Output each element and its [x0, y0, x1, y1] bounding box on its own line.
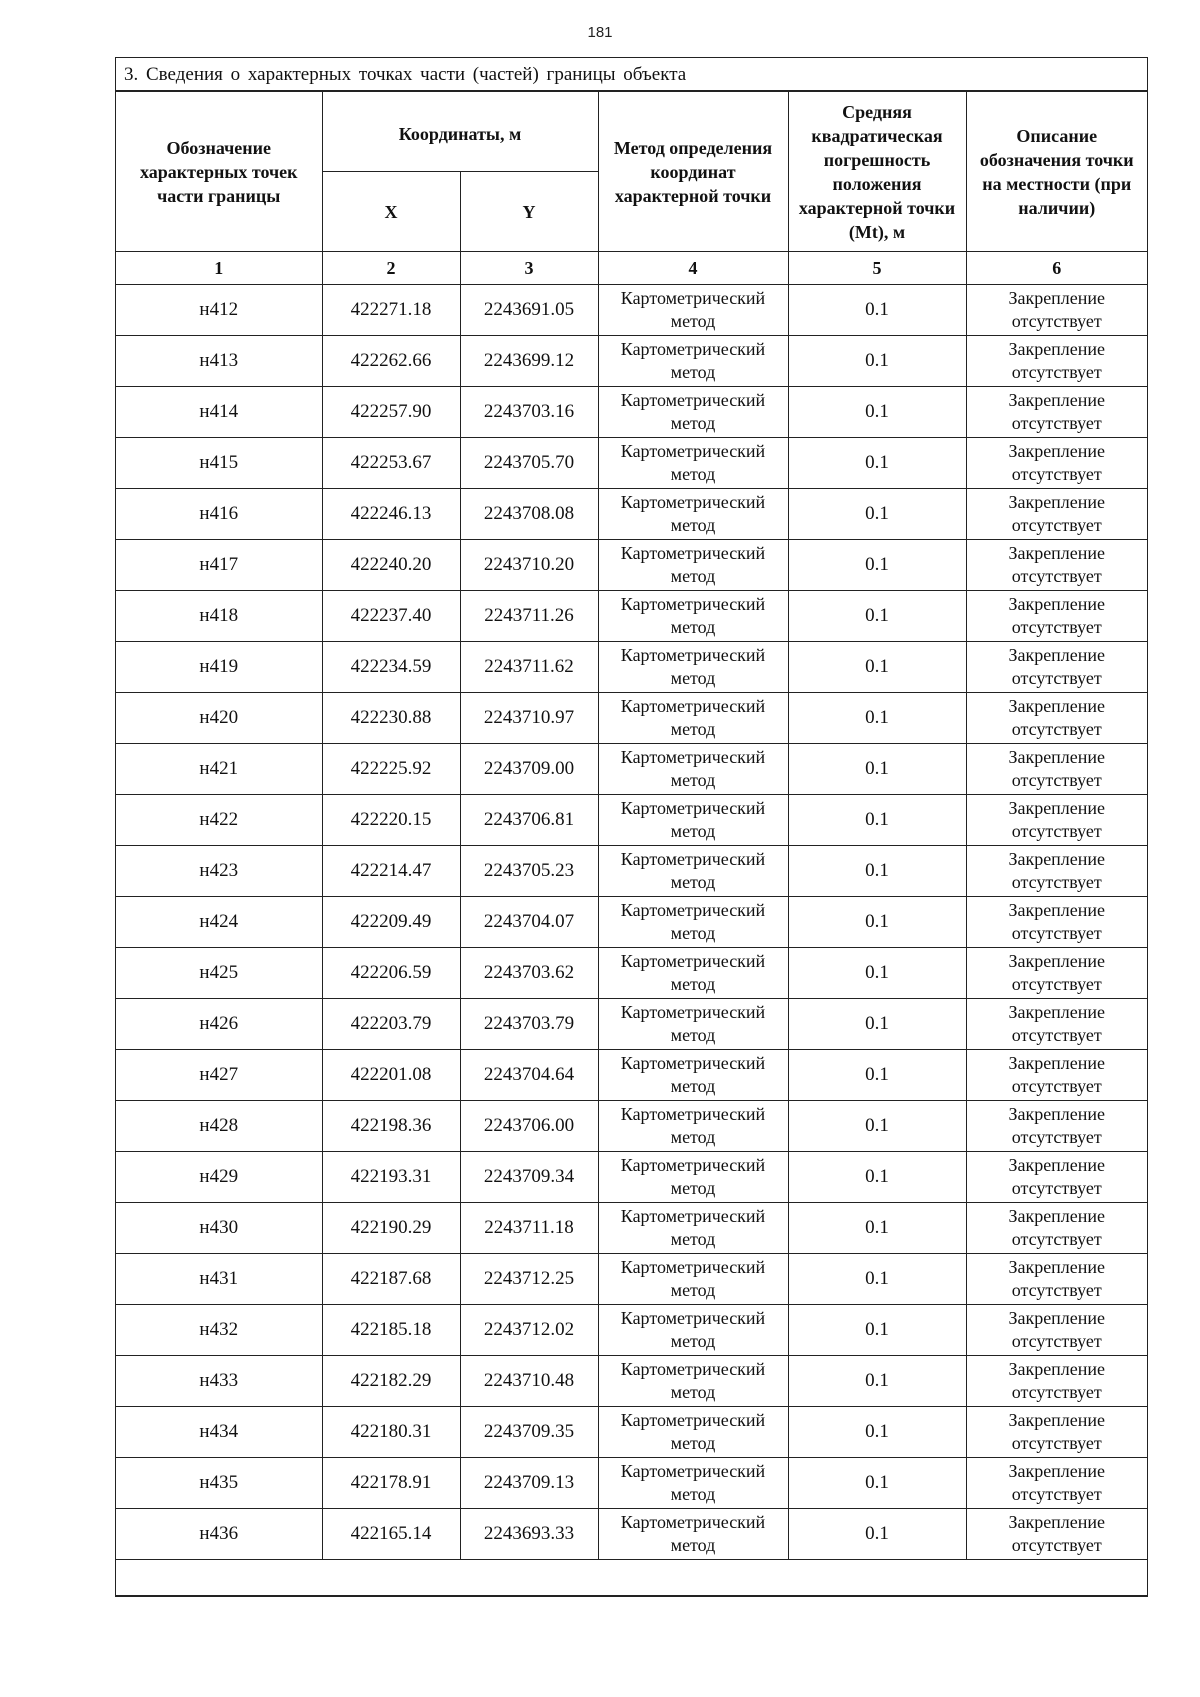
method-cell: Картометрический метод	[598, 744, 788, 795]
y-coordinate-cell: 2243703.16	[460, 387, 598, 438]
y-coordinate-cell: 2243693.33	[460, 1509, 598, 1560]
table-header-row	[116, 92, 1147, 172]
table-row	[116, 1407, 1147, 1458]
point-description-cell: Закрепление отсутствует	[966, 540, 1147, 591]
point-designation-cell: н418	[116, 591, 322, 642]
y-coordinate-cell: 2243703.79	[460, 999, 598, 1050]
point-description-cell: Закрепление отсутствует	[966, 642, 1147, 693]
point-designation-cell: н435	[116, 1458, 322, 1509]
y-coordinate-cell: 2243703.62	[460, 948, 598, 999]
mean-square-error-cell: 0.1	[788, 285, 966, 336]
x-coordinate-cell: 422198.36	[322, 1101, 460, 1152]
method-cell: Картометрический метод	[598, 1254, 788, 1305]
table-row	[116, 591, 1147, 642]
mean-square-error-cell: 0.1	[788, 1305, 966, 1356]
point-description-cell: Закрепление отсутствует	[966, 1509, 1147, 1560]
point-description-cell: Закрепление отсутствует	[966, 489, 1147, 540]
mean-square-error-cell: 0.1	[788, 846, 966, 897]
mean-square-error-cell: 0.1	[788, 387, 966, 438]
point-description-cell: Закрепление отсутствует	[966, 1203, 1147, 1254]
y-coordinate-cell: 2243704.64	[460, 1050, 598, 1101]
mean-square-error-cell: 0.1	[788, 1203, 966, 1254]
mean-square-error-cell: 0.1	[788, 1407, 966, 1458]
empty-row	[116, 1560, 1147, 1596]
point-description-cell: Закрепление отсутствует	[966, 285, 1147, 336]
y-coordinate-cell: 2243704.07	[460, 897, 598, 948]
column-number: 6	[966, 252, 1147, 285]
method-cell: Картометрический метод	[598, 1305, 788, 1356]
method-cell: Картометрический метод	[598, 1101, 788, 1152]
table-row	[116, 642, 1147, 693]
y-coordinate-cell: 2243706.00	[460, 1101, 598, 1152]
table-row	[116, 1152, 1147, 1203]
table-row	[116, 1101, 1147, 1152]
x-coordinate-cell: 422271.18	[322, 285, 460, 336]
table-row	[116, 1305, 1147, 1356]
point-designation-cell: н426	[116, 999, 322, 1050]
point-description-cell: Закрепление отсутствует	[966, 744, 1147, 795]
point-designation-cell: н433	[116, 1356, 322, 1407]
table-row	[116, 387, 1147, 438]
header-mean-square-error: Средняя квадратическая погрешность положения характерной точки (Mt), м	[788, 92, 966, 252]
point-description-cell: Закрепление отсутствует	[966, 438, 1147, 489]
point-description-cell: Закрепление отсутствует	[966, 1407, 1147, 1458]
method-cell: Картометрический метод	[598, 1356, 788, 1407]
x-coordinate-cell: 422182.29	[322, 1356, 460, 1407]
point-description-cell: Закрепление отсутствует	[966, 693, 1147, 744]
mean-square-error-cell: 0.1	[788, 1101, 966, 1152]
column-number: 4	[598, 252, 788, 285]
mean-square-error-cell: 0.1	[788, 1050, 966, 1101]
x-coordinate-cell: 422165.14	[322, 1509, 460, 1560]
column-number: 5	[788, 252, 966, 285]
document-frame	[115, 57, 1148, 1597]
mean-square-error-cell: 0.1	[788, 897, 966, 948]
x-coordinate-cell: 422240.20	[322, 540, 460, 591]
table-row	[116, 336, 1147, 387]
point-designation-cell: н412	[116, 285, 322, 336]
x-coordinate-cell: 422246.13	[322, 489, 460, 540]
column-number: 2	[322, 252, 460, 285]
point-description-cell: Закрепление отсутствует	[966, 1356, 1147, 1407]
point-designation-cell: н414	[116, 387, 322, 438]
x-coordinate-cell: 422214.47	[322, 846, 460, 897]
x-coordinate-cell: 422234.59	[322, 642, 460, 693]
mean-square-error-cell: 0.1	[788, 540, 966, 591]
x-coordinate-cell: 422209.49	[322, 897, 460, 948]
method-cell: Картометрический метод	[598, 948, 788, 999]
method-cell: Картометрический метод	[598, 285, 788, 336]
y-coordinate-cell: 2243712.02	[460, 1305, 598, 1356]
x-coordinate-cell: 422206.59	[322, 948, 460, 999]
column-number: 1	[116, 252, 322, 285]
method-cell: Картометрический метод	[598, 1458, 788, 1509]
characteristic-points-table	[116, 91, 1147, 1596]
point-designation-cell: н420	[116, 693, 322, 744]
x-coordinate-cell: 422225.92	[322, 744, 460, 795]
mean-square-error-cell: 0.1	[788, 591, 966, 642]
x-coordinate-cell: 422180.31	[322, 1407, 460, 1458]
x-coordinate-cell: 422230.88	[322, 693, 460, 744]
point-description-cell: Закрепление отсутствует	[966, 1305, 1147, 1356]
mean-square-error-cell: 0.1	[788, 438, 966, 489]
point-designation-cell: н416	[116, 489, 322, 540]
point-designation-cell: н427	[116, 1050, 322, 1101]
mean-square-error-cell: 0.1	[788, 795, 966, 846]
point-designation-cell: н419	[116, 642, 322, 693]
mean-square-error-cell: 0.1	[788, 948, 966, 999]
column-number: 3	[460, 252, 598, 285]
table-row	[116, 999, 1147, 1050]
table-row	[116, 1509, 1147, 1560]
table-row	[116, 489, 1147, 540]
header-description: Описание обозначения точки на местности (при наличии)	[966, 92, 1147, 252]
method-cell: Картометрический метод	[598, 1050, 788, 1101]
x-coordinate-cell: 422185.18	[322, 1305, 460, 1356]
mean-square-error-cell: 0.1	[788, 693, 966, 744]
point-designation-cell: н421	[116, 744, 322, 795]
method-cell: Картометрический метод	[598, 1152, 788, 1203]
mean-square-error-cell: 0.1	[788, 1509, 966, 1560]
x-coordinate-cell: 422190.29	[322, 1203, 460, 1254]
y-coordinate-cell: 2243705.70	[460, 438, 598, 489]
y-coordinate-cell: 2243709.13	[460, 1458, 598, 1509]
table-row	[116, 897, 1147, 948]
point-description-cell: Закрепление отсутствует	[966, 897, 1147, 948]
method-cell: Картометрический метод	[598, 846, 788, 897]
table-row	[116, 285, 1147, 336]
mean-square-error-cell: 0.1	[788, 1254, 966, 1305]
y-coordinate-cell: 2243708.08	[460, 489, 598, 540]
method-cell: Картометрический метод	[598, 1509, 788, 1560]
point-designation-cell: н428	[116, 1101, 322, 1152]
method-cell: Картометрический метод	[598, 1203, 788, 1254]
method-cell: Картометрический метод	[598, 693, 788, 744]
mean-square-error-cell: 0.1	[788, 642, 966, 693]
point-designation-cell: н434	[116, 1407, 322, 1458]
point-designation-cell: н422	[116, 795, 322, 846]
point-description-cell: Закрепление отсутствует	[966, 999, 1147, 1050]
point-description-cell: Закрепление отсутствует	[966, 1152, 1147, 1203]
point-designation-cell: н424	[116, 897, 322, 948]
method-cell: Картометрический метод	[598, 999, 788, 1050]
x-coordinate-cell: 422201.08	[322, 1050, 460, 1101]
header-designation: Обозначение характерных точек части границы	[116, 92, 322, 252]
point-designation-cell: н436	[116, 1509, 322, 1560]
y-coordinate-cell: 2243709.35	[460, 1407, 598, 1458]
point-designation-cell: н417	[116, 540, 322, 591]
y-coordinate-cell: 2243699.12	[460, 336, 598, 387]
page-number: 181	[587, 24, 613, 41]
y-coordinate-cell: 2243709.00	[460, 744, 598, 795]
method-cell: Картометрический метод	[598, 540, 788, 591]
point-description-cell: Закрепление отсутствует	[966, 795, 1147, 846]
x-coordinate-cell: 422237.40	[322, 591, 460, 642]
point-designation-cell: н413	[116, 336, 322, 387]
point-description-cell: Закрепление отсутствует	[966, 387, 1147, 438]
point-designation-cell: н430	[116, 1203, 322, 1254]
mean-square-error-cell: 0.1	[788, 336, 966, 387]
table-row	[116, 744, 1147, 795]
mean-square-error-cell: 0.1	[788, 744, 966, 795]
table-row	[116, 540, 1147, 591]
method-cell: Картометрический метод	[598, 489, 788, 540]
y-coordinate-cell: 2243710.20	[460, 540, 598, 591]
table-row	[116, 1050, 1147, 1101]
x-coordinate-cell: 422203.79	[322, 999, 460, 1050]
y-coordinate-cell: 2243711.26	[460, 591, 598, 642]
table-row	[116, 1203, 1147, 1254]
x-coordinate-cell: 422262.66	[322, 336, 460, 387]
point-designation-cell: н432	[116, 1305, 322, 1356]
point-description-cell: Закрепление отсутствует	[966, 336, 1147, 387]
y-coordinate-cell: 2243711.18	[460, 1203, 598, 1254]
x-coordinate-cell: 422253.67	[322, 438, 460, 489]
y-coordinate-cell: 2243710.97	[460, 693, 598, 744]
mean-square-error-cell: 0.1	[788, 999, 966, 1050]
header-x: X	[322, 172, 460, 252]
method-cell: Картометрический метод	[598, 387, 788, 438]
y-coordinate-cell: 2243710.48	[460, 1356, 598, 1407]
method-cell: Картометрический метод	[598, 591, 788, 642]
table-row	[116, 795, 1147, 846]
point-description-cell: Закрепление отсутствует	[966, 1254, 1147, 1305]
point-description-cell: Закрепление отсутствует	[966, 948, 1147, 999]
table-row	[116, 438, 1147, 489]
point-designation-cell: н425	[116, 948, 322, 999]
header-method: Метод определения координат характерной точки	[598, 92, 788, 252]
y-coordinate-cell: 2243691.05	[460, 285, 598, 336]
point-description-cell: Закрепление отсутствует	[966, 1101, 1147, 1152]
table-body	[116, 285, 1147, 1560]
mean-square-error-cell: 0.1	[788, 1152, 966, 1203]
column-numbers-row	[116, 252, 1147, 285]
header-coordinates: Координаты, м	[322, 92, 598, 172]
point-designation-cell: н415	[116, 438, 322, 489]
y-coordinate-cell: 2243711.62	[460, 642, 598, 693]
mean-square-error-cell: 0.1	[788, 1458, 966, 1509]
empty-cell	[116, 1560, 1147, 1596]
y-coordinate-cell: 2243706.81	[460, 795, 598, 846]
header-y: Y	[460, 172, 598, 252]
y-coordinate-cell: 2243705.23	[460, 846, 598, 897]
x-coordinate-cell: 422193.31	[322, 1152, 460, 1203]
x-coordinate-cell: 422220.15	[322, 795, 460, 846]
point-description-cell: Закрепление отсутствует	[966, 591, 1147, 642]
point-description-cell: Закрепление отсутствует	[966, 1050, 1147, 1101]
x-coordinate-cell: 422178.91	[322, 1458, 460, 1509]
y-coordinate-cell: 2243709.34	[460, 1152, 598, 1203]
method-cell: Картометрический метод	[598, 642, 788, 693]
table-row	[116, 693, 1147, 744]
method-cell: Картометрический метод	[598, 336, 788, 387]
point-description-cell: Закрепление отсутствует	[966, 1458, 1147, 1509]
mean-square-error-cell: 0.1	[788, 1356, 966, 1407]
point-description-cell: Закрепление отсутствует	[966, 846, 1147, 897]
x-coordinate-cell: 422187.68	[322, 1254, 460, 1305]
table-row	[116, 1458, 1147, 1509]
point-designation-cell: н431	[116, 1254, 322, 1305]
method-cell: Картометрический метод	[598, 795, 788, 846]
table-row	[116, 1254, 1147, 1305]
method-cell: Картометрический метод	[598, 897, 788, 948]
table-row	[116, 1356, 1147, 1407]
method-cell: Картометрический метод	[598, 438, 788, 489]
x-coordinate-cell: 422257.90	[322, 387, 460, 438]
point-designation-cell: н423	[116, 846, 322, 897]
method-cell: Картометрический метод	[598, 1407, 788, 1458]
point-designation-cell: н429	[116, 1152, 322, 1203]
y-coordinate-cell: 2243712.25	[460, 1254, 598, 1305]
table-row	[116, 948, 1147, 999]
table-row	[116, 846, 1147, 897]
mean-square-error-cell: 0.1	[788, 489, 966, 540]
section-title: 3. Сведения о характерных точках части (частей) границы объекта	[116, 58, 1147, 91]
